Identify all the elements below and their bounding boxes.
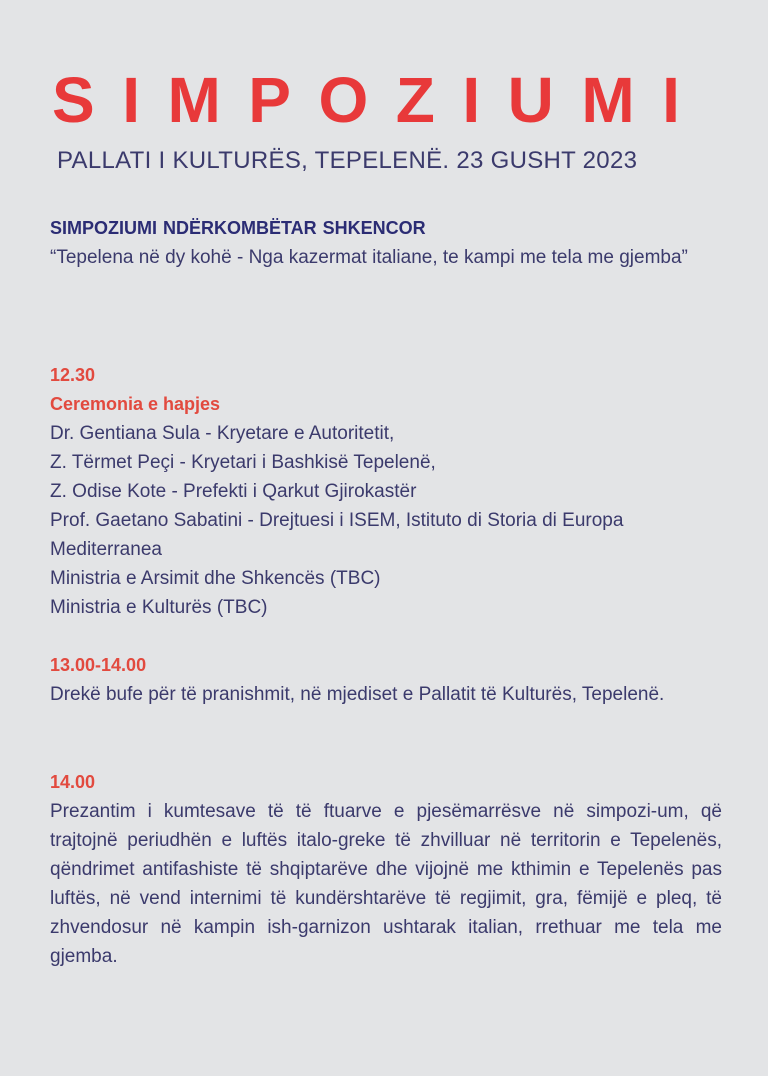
speaker-line: Ministria e Arsimit dhe Shkencës (TBC) xyxy=(50,568,381,589)
program-description: Prezantim i kumtesave të të ftuarve e pjesëmarrësve në simpozi-um, që trajtojnë periudhën e luftës italo-greke të zhvilluar në territorin e Tepelenës, qëndrimet antifashiste të shqiptarëve dhe vijojnë me kthimin e Tepelenës pas luftës, në vend internimi të kundërshtarëve të regjimit, gra, fëmijë e pleq, të zhvendosur në kampin ish-garnizon ushtarak italian, rrethuar me tela me gjemba. xyxy=(50,801,722,967)
speaker-line: Dr. Gentiana Sula - Kryetare e Autoritetit, xyxy=(50,423,395,444)
speaker-line: Z. Tërmet Peçi - Kryetari i Bashkisë Tepelenë, xyxy=(50,452,436,473)
program-item-opening xyxy=(50,361,730,622)
program-item-presentations xyxy=(50,768,730,971)
program-description: Drekë bufe për të pranishmit, në mjediset e Pallatit të Kulturës, Tepelenë. xyxy=(50,684,665,705)
program-item-lunch xyxy=(50,651,730,709)
poster-title: SIMPOZIUMI xyxy=(52,64,708,136)
speaker-line: Prof. Gaetano Sabatini - Drejtuesi i ISEM, Istituto di Storia di Europa xyxy=(50,510,624,531)
program-title: Ceremonia e hapjes xyxy=(50,394,221,414)
venue-date: PALLATI I KULTURËS, TEPELENË. 23 GUSHT 2023 xyxy=(57,147,638,174)
program-time: 14.00 xyxy=(50,772,96,792)
symposium-theme-quote: “Tepelena në dy kohë - Nga kazermat italiane, te kampi me tela me gjemba” xyxy=(50,247,688,268)
program-time: 12.30 xyxy=(50,365,96,385)
speaker-line: Z. Odise Kote - Prefekti i Qarkut Gjirokastër xyxy=(50,481,417,502)
program-time: 13.00-14.00 xyxy=(50,655,147,675)
speaker-line: Mediterranea xyxy=(50,539,162,560)
speaker-line: Ministria e Kulturës (TBC) xyxy=(50,597,268,618)
symposium-heading: SIMPOZIUMI NDËRKOMBËTAR SHKENCOR xyxy=(50,218,426,238)
